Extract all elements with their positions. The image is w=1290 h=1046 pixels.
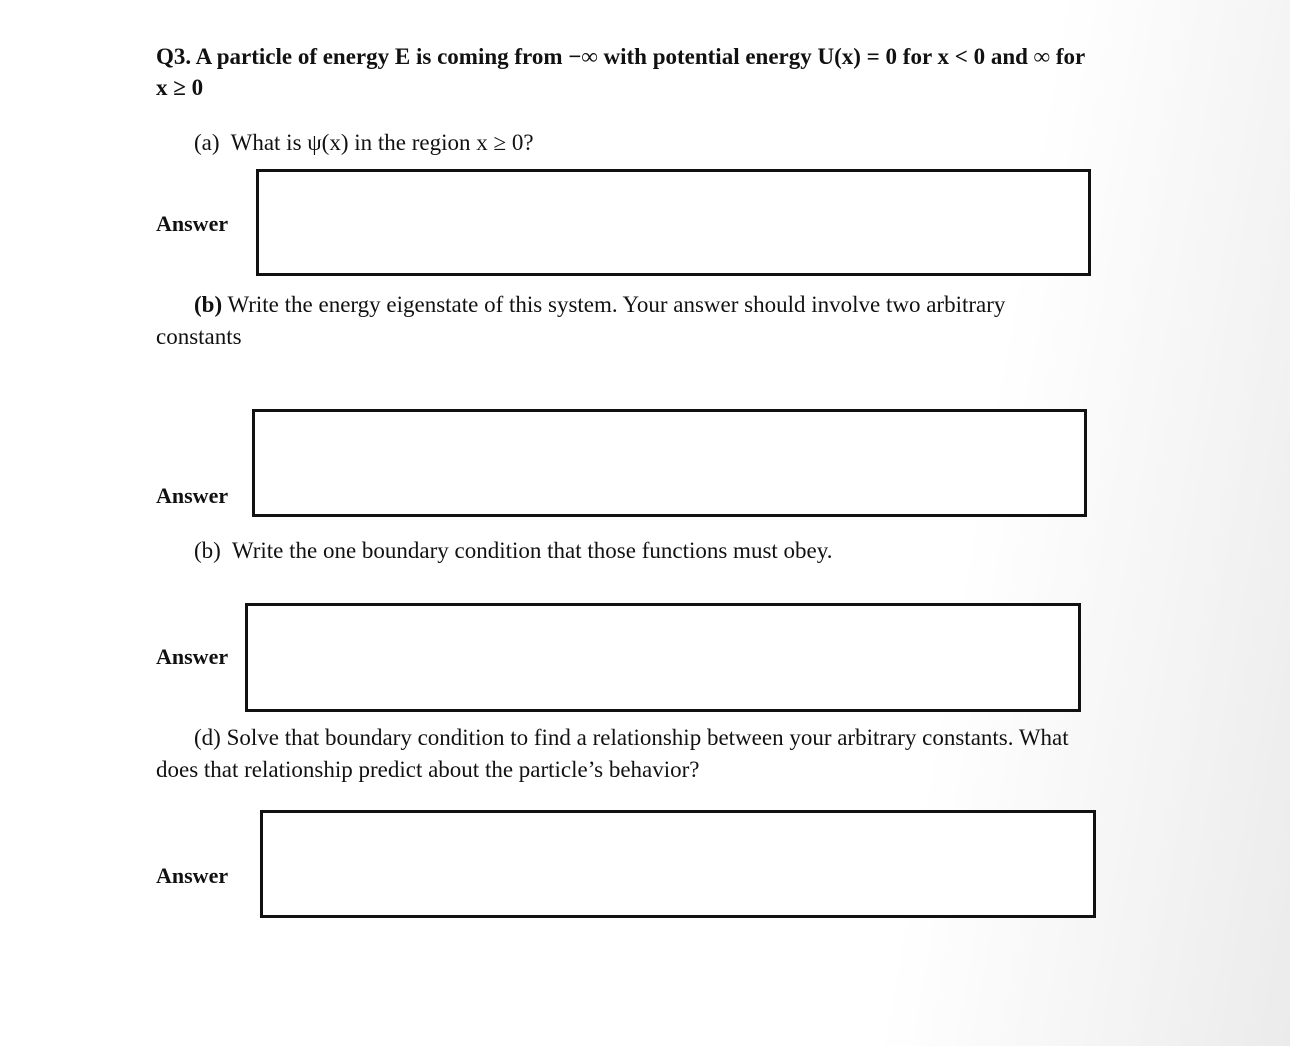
answer-box-d[interactable]: [260, 810, 1096, 918]
part-d-prompt: [194, 722, 1114, 754]
part-d-prefix: (d): [194, 725, 221, 750]
part-a-prefix: (a): [194, 130, 220, 155]
question-title: [156, 41, 1146, 103]
part-d-prompt-line-2: does that relationship predict about the particle’s behavior?: [156, 757, 700, 782]
part-b-prefix: (b): [194, 292, 223, 317]
answer-label-d: Answer: [156, 863, 229, 888]
answer-box-a[interactable]: [256, 169, 1091, 276]
part-b-text: Write the energy eigenstate of this system. Your answer should involve two arbitrary: [222, 292, 1006, 317]
question-title-line-1: Q3. A particle of energy E is coming from −∞ with potential energy U(x) = 0 for x < 0 and ∞ for: [156, 44, 1086, 69]
part-c-prefix: (b): [194, 538, 221, 563]
part-b-prompt-line-2: constants: [156, 324, 242, 349]
answer-box-c[interactable]: [245, 603, 1081, 712]
question-title-line-2: x ≥ 0: [156, 75, 204, 100]
part-c-text: Write the one boundary condition that those functions must obey.: [231, 538, 833, 563]
answer-label-a: Answer: [156, 211, 229, 236]
part-a-prompt: [194, 127, 534, 159]
part-d-text: Solve that boundary condition to find a relationship between your arbitrary constants. What: [220, 725, 1069, 750]
answer-label-b: Answer: [156, 483, 229, 508]
answer-box-b[interactable]: [252, 409, 1087, 517]
answer-label-c: Answer: [156, 644, 229, 669]
part-a-text: What is ψ(x) in the region x ≥ 0?: [230, 130, 534, 155]
part-b-prompt: [194, 289, 1094, 321]
part-c-prompt: [194, 535, 833, 567]
